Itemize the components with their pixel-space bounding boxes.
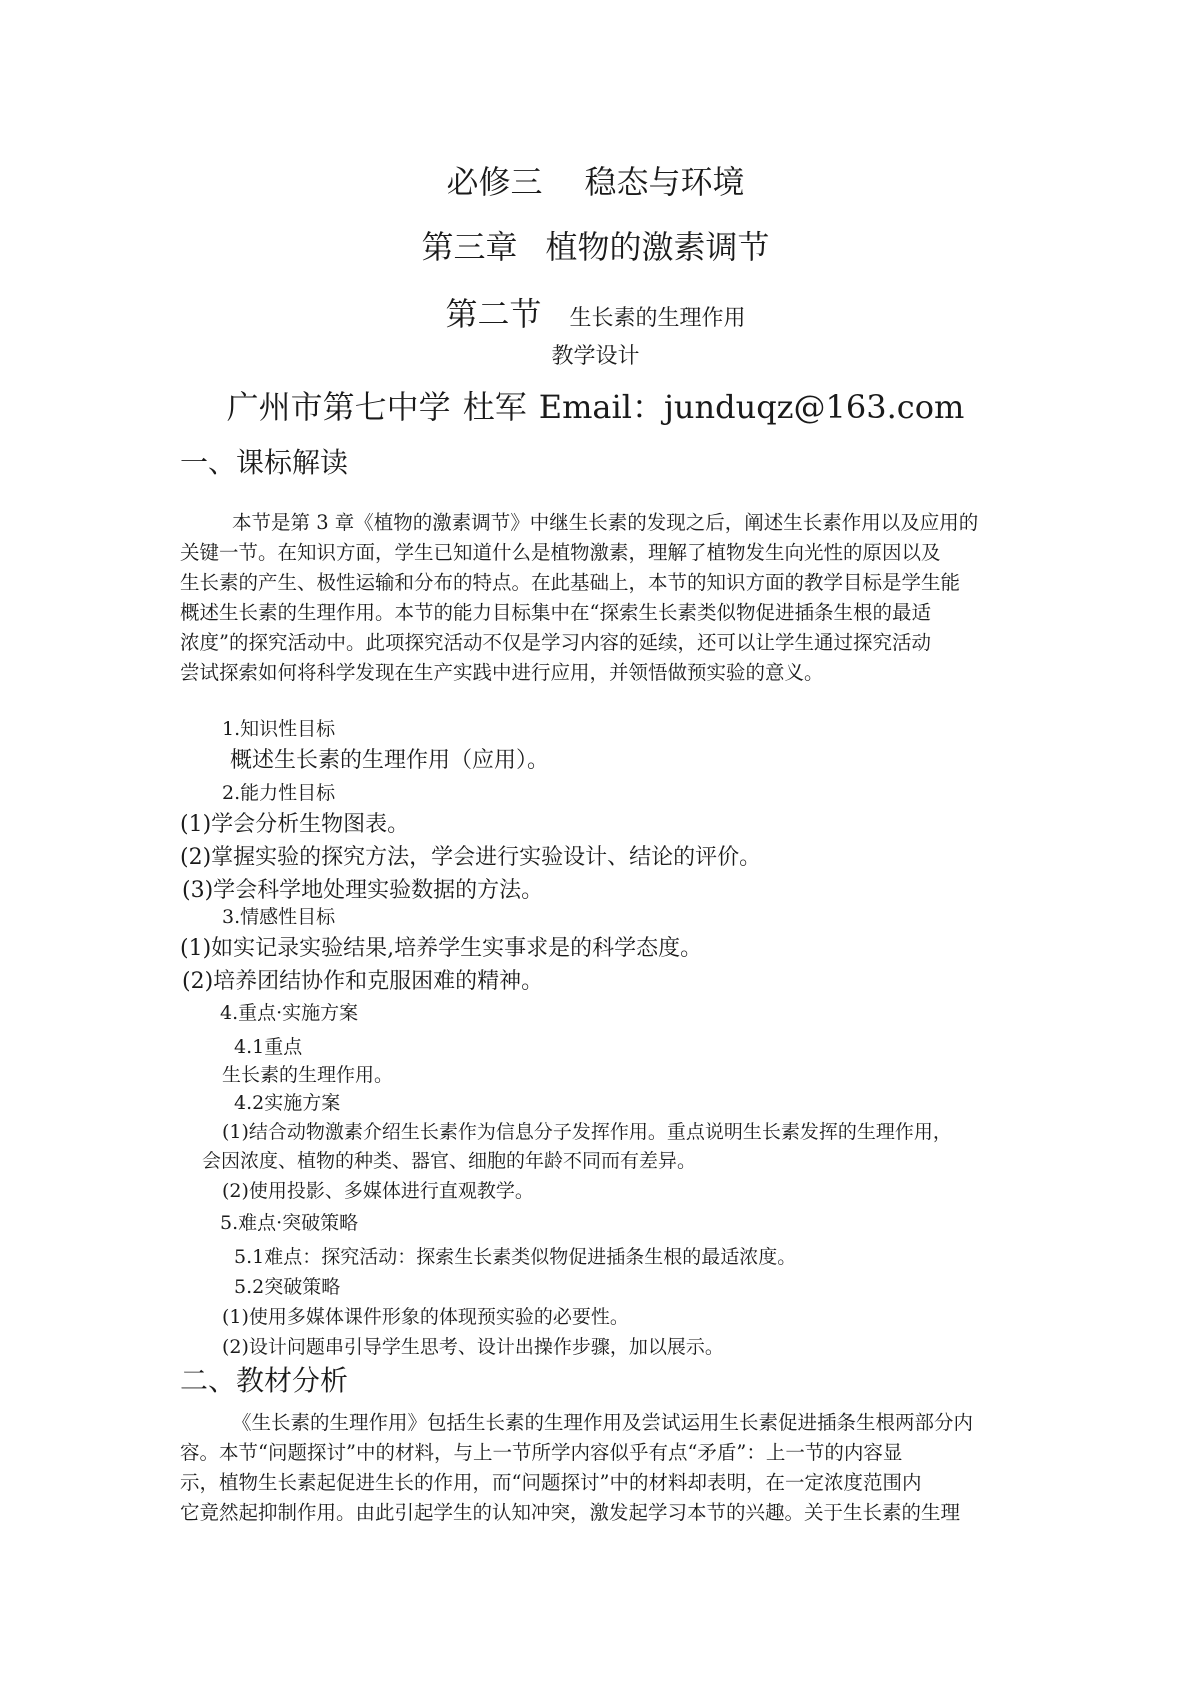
paragraph-line: 尝试探索如何将科学发现在生产实践中进行应用，并领悟做预实验的意义。 bbox=[180, 661, 824, 684]
paragraph-line: 本节是第 3 章《植物的激素调节》中继生长素的发现之后，阐述生长素作用以及应用的 bbox=[232, 511, 979, 534]
author-line bbox=[0, 388, 1191, 426]
difficulty-title: 5.难点·突破策略 bbox=[220, 1212, 359, 1234]
paragraph-line: 《生长素的生理作用》包括生长素的生理作用及尝试运用生长素促进插条生根两部分内 bbox=[232, 1411, 974, 1434]
emotion-goal-title: 3.情感性目标 bbox=[222, 906, 336, 928]
strategy-item: (1)使用多媒体课件形象的体现预实验的必要性。 bbox=[222, 1306, 629, 1328]
plan-item: (1)结合动物激素介绍生长素作为信息分子发挥作用。重点说明生长素发挥的生理作用， bbox=[222, 1121, 952, 1143]
paragraph-line: 它竟然起抑制作用。由此引起学生的认知冲突，激发起学习本节的兴趣。关于生长素的生理 bbox=[180, 1501, 961, 1524]
title-section-number: 第二节 bbox=[445, 295, 542, 333]
ability-goal-item: (1)学会分析生物图表。 bbox=[180, 812, 410, 837]
title-section bbox=[0, 295, 1191, 333]
title-module bbox=[0, 163, 1191, 201]
paragraph-line: 容。本节“问题探讨”中的材料，与上一节所学内容似乎有点“矛盾”：上一节的内容显 bbox=[180, 1441, 903, 1464]
knowledge-goal-body: 概述生长素的生理作用（应用）。 bbox=[230, 748, 550, 773]
strategy-item: (2)设计问题串引导学生思考、设计出操作步骤，加以展示。 bbox=[222, 1336, 724, 1358]
author-email: Email：junduqz@163.com bbox=[538, 388, 965, 426]
section2-heading: 二、教材分析 bbox=[180, 1364, 349, 1397]
ability-goal-item: (2)掌握实验的探究方法，学会进行实验设计、结论的评价。 bbox=[180, 845, 762, 870]
knowledge-goal-title: 1.知识性目标 bbox=[222, 718, 336, 740]
paragraph-line: 生长素的产生、极性运输和分布的特点。在此基础上，本节的知识方面的教学目标是学生能 bbox=[180, 571, 961, 594]
section1-paragraph bbox=[180, 508, 1020, 688]
title-design: 教学设计 bbox=[551, 344, 640, 369]
ability-goal-item: (3)学会科学地处理实验数据的方法。 bbox=[182, 878, 544, 903]
paragraph-line: 关键一节。在知识方面，学生已知道什么是植物激素，理解了植物发生向光性的原因以及 bbox=[180, 541, 941, 564]
focus-subtitle: 4.1重点 bbox=[234, 1036, 303, 1058]
focus-body: 生长素的生理作用。 bbox=[222, 1064, 394, 1086]
plan-item: (2)使用投影、多媒体进行直观教学。 bbox=[222, 1180, 534, 1202]
emotion-goal-item: (2)培养团结协作和克服困难的精神。 bbox=[182, 969, 544, 994]
strategy-subtitle: 5.2突破策略 bbox=[234, 1276, 341, 1298]
paragraph-line: 示，植物生长素起促进生长的作用，而“问题探讨”中的材料却表明，在一定浓度范围内 bbox=[180, 1471, 922, 1494]
title-section-name: 生长素的生理作用 bbox=[569, 306, 746, 331]
plan-item-continued: 会因浓度、植物的种类、器官、细胞的年龄不同而有差异。 bbox=[202, 1150, 697, 1172]
section1-heading: 一、课标解读 bbox=[180, 446, 349, 479]
ability-goal-title: 2.能力性目标 bbox=[222, 782, 336, 804]
section2-paragraph bbox=[180, 1408, 1020, 1528]
paragraph-line: 浓度”的探究活动中。此项探究活动不仅是学习内容的延续，还可以让学生通过探究活动 bbox=[180, 631, 931, 654]
title-chapter-name: 植物的激素调节 bbox=[545, 228, 770, 266]
paragraph-line: 概述生长素的生理作用。本节的能力目标集中在“探索生长素类似物促进插条生根的最适 bbox=[180, 601, 931, 624]
title-module-name: 必修三 bbox=[446, 163, 543, 201]
difficulty-item: 5.1难点：探究活动：探索生长素类似物促进插条生根的最适浓度。 bbox=[234, 1246, 797, 1268]
author-name: 杜军 bbox=[462, 388, 527, 426]
emotion-goal-item: (1)如实记录实验结果,培养学生实事求是的科学态度。 bbox=[180, 936, 703, 961]
title-module-subject: 稳态与环境 bbox=[584, 163, 745, 201]
title-chapter bbox=[0, 228, 1191, 266]
plan-subtitle: 4.2实施方案 bbox=[234, 1092, 341, 1114]
title-chapter-number: 第三章 bbox=[421, 228, 518, 266]
author-school: 广州市第七中学 bbox=[226, 388, 451, 426]
focus-title: 4.重点·实施方案 bbox=[220, 1002, 359, 1024]
